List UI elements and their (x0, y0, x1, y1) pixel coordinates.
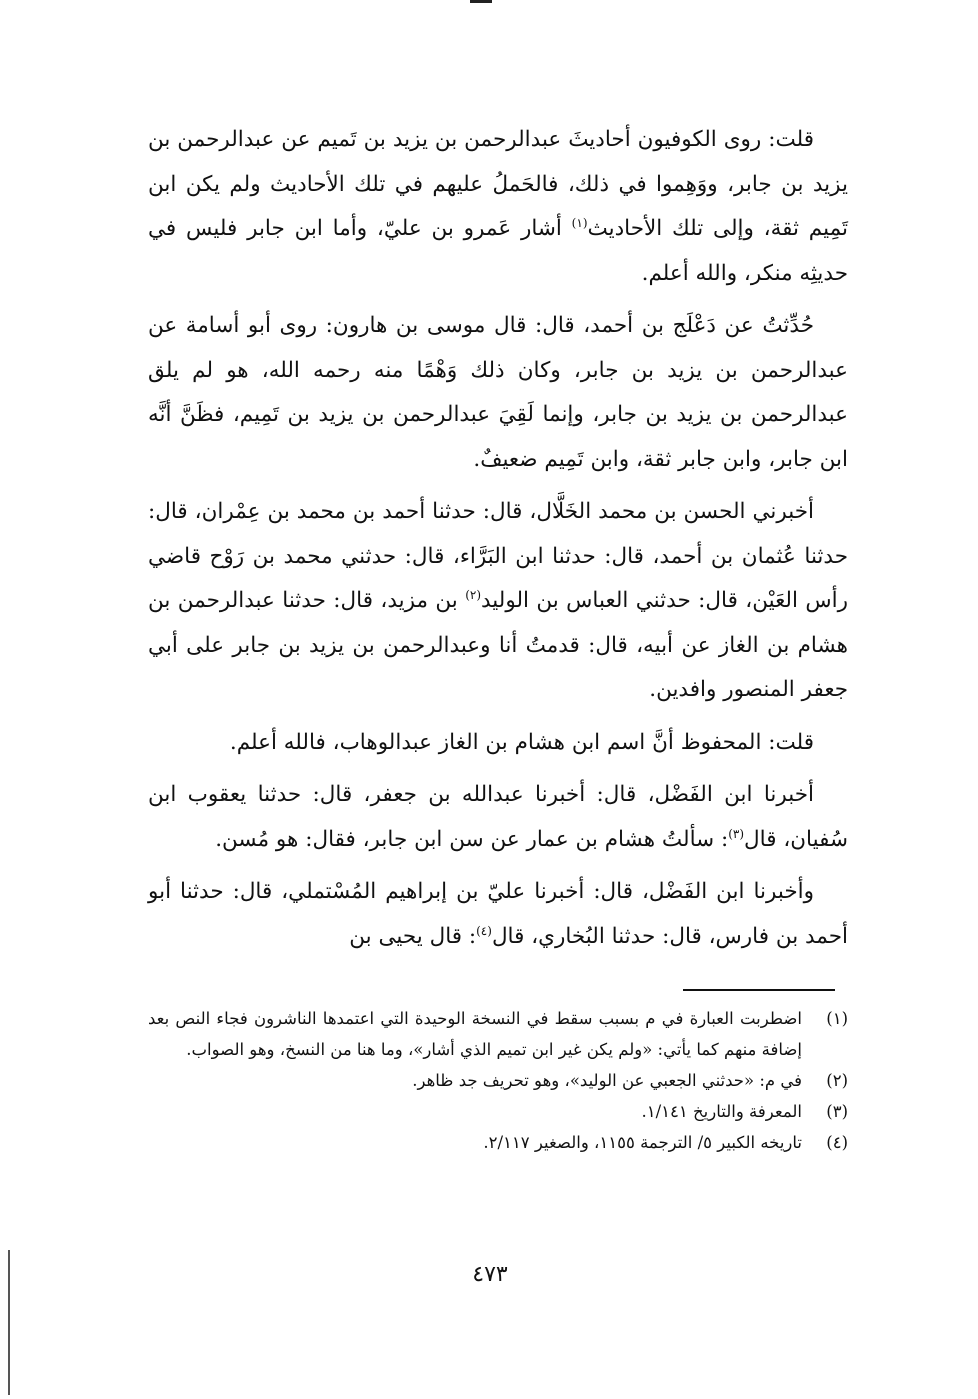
paragraph-text: بن مزيد، قال: حدثنا عبدالرحمن بن هشام بن الغاز عن أبيه، قال: قدمتُ أنا وعبدالرحمن بن يزيد بن جابر على أبي جعفر المنصور وافدين. (148, 588, 848, 702)
paragraph-text: : سألتُ هشام بن عمار عن سن ابن جابر، فقال: هو مُسن. (215, 826, 729, 852)
paragraph-text: حُدِّثتُ عن دَعْلَج بن أحمد، قال: قال موسى بن هارون: روى أبو أسامة عن عبدالرحمن بن يزيد بن جابر، وكان ذلك وَهْمًا منه رحمه الله، هو لم يلق عبدالرحمن بن يزيد بن جابر، وإنما لَقِيَ عبدالرحمن بن يزيد بن تَمِيم، فظَنَّ أنَّه ابن جابر، وابن جابر ثقة، وابن تَمِيم ضعيفٌ. (148, 313, 848, 472)
paragraph-text: وأخبرنا ابن الفَضْل، قال: أخبرنا عليّ بن إبراهيم المُسْتملي، قال: حدثنا أبو أحمد بن فارس، قال: حدثنا البُخاري، قال (148, 879, 848, 949)
footnote (148, 1065, 848, 1096)
footnote-ref: (٣) (728, 826, 745, 841)
footnote (148, 1003, 848, 1065)
footnote-text: في م: «حدثني الجعبي عن الوليد»، وهو تحريف جد ظاهر. (412, 1071, 802, 1090)
paragraph (148, 304, 848, 482)
page-number: ٤٧٣ (472, 1262, 508, 1287)
scan-mark-left-edge (8, 1250, 10, 1395)
paragraph (148, 118, 848, 296)
paragraph (148, 490, 848, 713)
scan-mark-top (470, 0, 492, 3)
footnote-ref: (٤) (476, 923, 492, 938)
footnote (148, 1127, 848, 1158)
footnote (148, 1096, 848, 1127)
footnote-number: (٣) (826, 1102, 848, 1121)
footnote-text: المعرفة والتاريخ ١/١٤١. (641, 1102, 802, 1121)
paragraph (148, 773, 848, 862)
footnote-number: (٢) (826, 1071, 848, 1090)
paragraph-text: قلت: المحفوظ أنَّ اسم ابن هشام بن الغاز عبدالوهاب، فالله أعلم. (229, 729, 814, 755)
footnote-ref: (١) (571, 215, 588, 230)
footnotes (148, 1003, 848, 1158)
paragraph (148, 721, 848, 766)
paragraph-text: أخبرنا ابن الفَضْل، قال: أخبرنا عبدالله بن جعفر، قال: حدثنا يعقوب ابن سُفيان، قال (148, 782, 848, 852)
paragraph-text: : قال يحيى بن (349, 923, 477, 949)
main-text (148, 118, 848, 967)
footnote-text: اضطربت العبارة في م بسبب سقط في النسخة الوحيدة التي اعتمدها الناشرون فجاء النص بعد إضافة منهم كما يأتي: «ولم يكن غير ابن تميم الذي أشار»، وما هنا من النسخ، وهو الصواب. (148, 1009, 802, 1059)
footnote-separator (683, 989, 835, 991)
footnote-ref: (٢) (465, 587, 482, 602)
paragraph-text: قلت: روى الكوفيون أحاديثَ عبدالرحمن بن يزيد بن تَميم عن عبدالرحمن بن يزيد بن جابر، ووَهِموا في ذلك، فالحَملُ عليهم في تلك الأحاديث ولم يكن ابن تَمِيم ثقة، وإلى تلك الأحاديث (148, 127, 849, 241)
footnote-text: تاريخه الكبير ٥/ الترجمة ١١٥٥، والصغير ٢/١١٧. (483, 1133, 802, 1152)
footnote-number: (١) (826, 1009, 848, 1028)
footnote-number: (٤) (826, 1133, 848, 1152)
paragraph-text: أخبرني الحسن بن محمد الخَلَّال، قال: حدثنا أحمد بن محمد بن عِمْران، قال: حدثنا عُثمان بن أحمد، قال: حدثنا ابن البَرَّاء، قال: حدثني محمد بن رَوْح قاضي رأس العَيْن، قال: حدثني العباس بن الوليد (148, 499, 848, 613)
paragraph (148, 870, 848, 959)
paragraph-text: أشار عَمرو بن عليّ، وأما ابن جابر فليس في حديثِه منكر، والله أعلم. (148, 216, 848, 286)
